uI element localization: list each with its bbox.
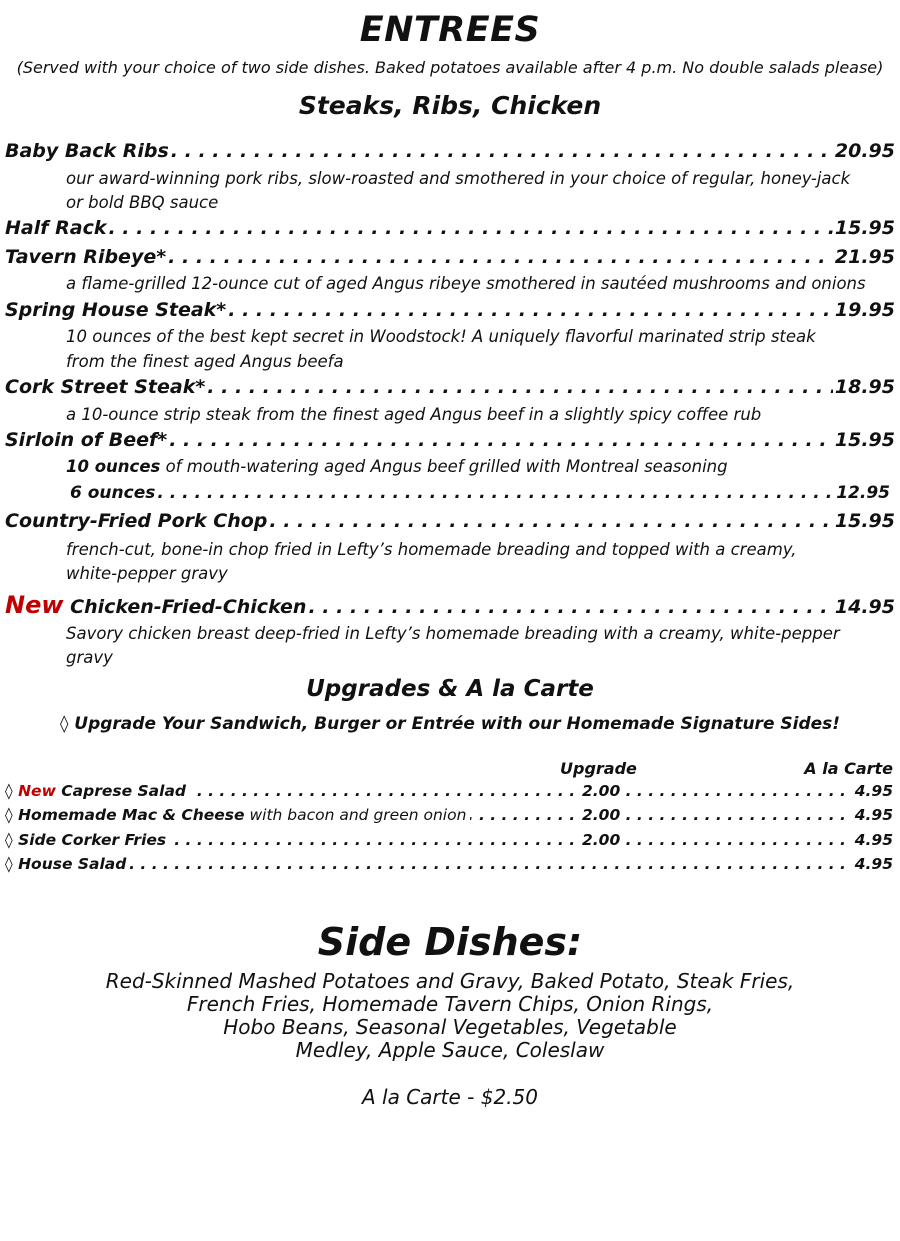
upgrade-label: Homemade Mac & Cheese	[18, 806, 245, 824]
diamond-bullet-icon: ◊	[5, 806, 13, 824]
item-name: Tavern Ribeye*	[5, 246, 167, 268]
item-price: 15.95	[834, 217, 895, 239]
dot-leader	[168, 246, 833, 268]
menu-item-chicken-fried-chicken	[5, 591, 895, 619]
item-name: Cork Street Steak*	[5, 376, 206, 398]
side-dishes-alacarte-price: A la Carte - $2.50	[362, 1085, 538, 1109]
item-price: 18.95	[834, 376, 895, 398]
item-description: 10 ounces of the best kept secret in Woodstock! A uniquely flavorful marinated strip steak	[66, 327, 816, 346]
item-name: Spring House Steak*	[5, 299, 227, 321]
diamond-bullet-icon: ◊	[5, 782, 13, 800]
alacarte-price: 4.95	[851, 855, 893, 873]
menu-item-baby-back-ribs	[5, 140, 895, 162]
menu-item-country-fried-pork-chop	[5, 510, 895, 532]
item-description	[66, 455, 866, 479]
section-heading-side-dishes: Side Dishes:	[317, 920, 583, 964]
menu-item-half-rack	[5, 217, 895, 239]
menu-item-sirloin-6oz	[70, 483, 890, 503]
column-header-upgrade: Upgrade	[560, 759, 637, 778]
item-description: or bold BBQ sauce	[66, 193, 219, 212]
item-name: Sirloin of Beef*	[5, 429, 168, 451]
dot-leader	[157, 483, 834, 503]
menu-item-cork-street-steak	[5, 376, 895, 398]
upgrade-name	[5, 782, 190, 800]
upgrade-row	[5, 855, 893, 877]
dot-leader	[5, 855, 893, 873]
menu-item-sirloin-of-beef	[5, 429, 895, 451]
desc-text: of mouth-watering aged Angus beef grilled with Montreal seasoning	[160, 457, 728, 476]
upgrades-subheading: ◊ Upgrade Your Sandwich, Burger or Entrée with our Homemade Signature Sides!	[59, 714, 841, 734]
item-price: 20.95	[834, 140, 895, 162]
item-description: french-cut, bone-in chop fried in Lefty’s homemade breading and topped with a creamy,	[66, 540, 797, 559]
dot-leader	[308, 596, 832, 618]
upgrade-row	[5, 831, 893, 853]
upgrade-price: 2.00	[582, 782, 621, 800]
diamond-bullet-icon: ◊	[5, 831, 13, 849]
side-dishes-line: Hobo Beans, Seasonal Vegetables, Vegetable	[223, 1015, 677, 1039]
item-name: 6 ounces	[70, 483, 156, 503]
item-description: a 10-ounce strip steak from the finest aged Angus beef in a slightly spicy coffee rub	[66, 405, 762, 424]
dot-leader	[171, 140, 833, 162]
alacarte-price: 4.95	[851, 831, 893, 849]
new-badge: New	[5, 591, 64, 619]
side-dishes-line: French Fries, Homemade Tavern Chips, Onion Rings,	[186, 992, 714, 1016]
section-heading-steaks: Steaks, Ribs, Chicken	[298, 91, 602, 120]
item-price: 21.95	[834, 246, 895, 268]
side-dishes-line: Red-Skinned Mashed Potatoes and Gravy, Baked Potato, Steak Fries,	[105, 969, 795, 993]
item-name: Baby Back Ribs	[5, 140, 169, 162]
item-price: 12.95	[836, 483, 890, 503]
page-title: ENTREES	[359, 10, 541, 50]
upgrade-label: Capresе Salad	[61, 782, 187, 800]
item-description: Savory chicken breast deep-fried in Lefty’s homemade breading with a creamy, white-pepper gravy	[66, 624, 840, 667]
dot-leader	[169, 429, 833, 451]
diamond-bullet-icon: ◊	[5, 855, 13, 873]
item-price: 15.95	[834, 429, 895, 451]
upgrade-row	[5, 782, 893, 804]
column-header-alacarte: A la Carte	[804, 759, 893, 778]
alacarte-price: 4.95	[851, 782, 893, 800]
upgrade-label: Side Corker Fries	[18, 831, 167, 849]
upgrade-name	[5, 855, 130, 873]
upgrade-label: House Salad	[18, 855, 127, 873]
menu-item-tavern-ribeye	[5, 246, 895, 268]
page-subtitle: (Served with your choice of two side dishes. Baked potatoes available after 4 p.m. No double salads please)	[16, 58, 884, 77]
upgrade-price: 2.00	[582, 806, 621, 824]
new-badge: New	[18, 782, 56, 800]
item-name: Chicken-Fried-Chicken	[70, 596, 307, 618]
dot-leader	[108, 217, 832, 239]
dot-leader	[269, 510, 833, 532]
upgrade-price: 2.00	[582, 831, 621, 849]
upgrade-extra: with bacon and green onion	[244, 806, 467, 824]
item-price: 15.95	[834, 510, 895, 532]
item-name: Half Rack	[5, 217, 107, 239]
upgrade-name	[5, 806, 470, 824]
item-price: 14.95	[834, 596, 895, 618]
item-description: from the finest aged Angus beefa	[66, 352, 344, 371]
section-heading-upgrades: Upgrades & A la Carte	[306, 676, 594, 702]
desc-bold: 10 ounces	[66, 457, 161, 476]
dot-leader	[228, 299, 833, 321]
upgrade-name	[5, 831, 170, 849]
item-price: 19.95	[834, 299, 895, 321]
side-dishes-line: Medley, Apple Sauce, Coleslaw	[295, 1038, 605, 1062]
dot-leader	[207, 376, 833, 398]
side-dishes-list	[0, 970, 900, 1062]
upgrade-row	[5, 806, 893, 828]
item-name: Country-Fried Pork Chop	[5, 510, 268, 532]
alacarte-price: 4.95	[851, 806, 893, 824]
item-description: our award-winning pork ribs, slow-roasted and smothered in your choice of regular, honey-jack	[66, 169, 851, 188]
item-description: a flame-grilled 12-ounce cut of aged Angus ribeye smothered in sautéed mushrooms and onions	[66, 274, 866, 293]
item-description: white-pepper gravy	[66, 564, 228, 583]
item-name-wrap	[5, 591, 306, 619]
menu-item-spring-house-steak	[5, 299, 895, 321]
